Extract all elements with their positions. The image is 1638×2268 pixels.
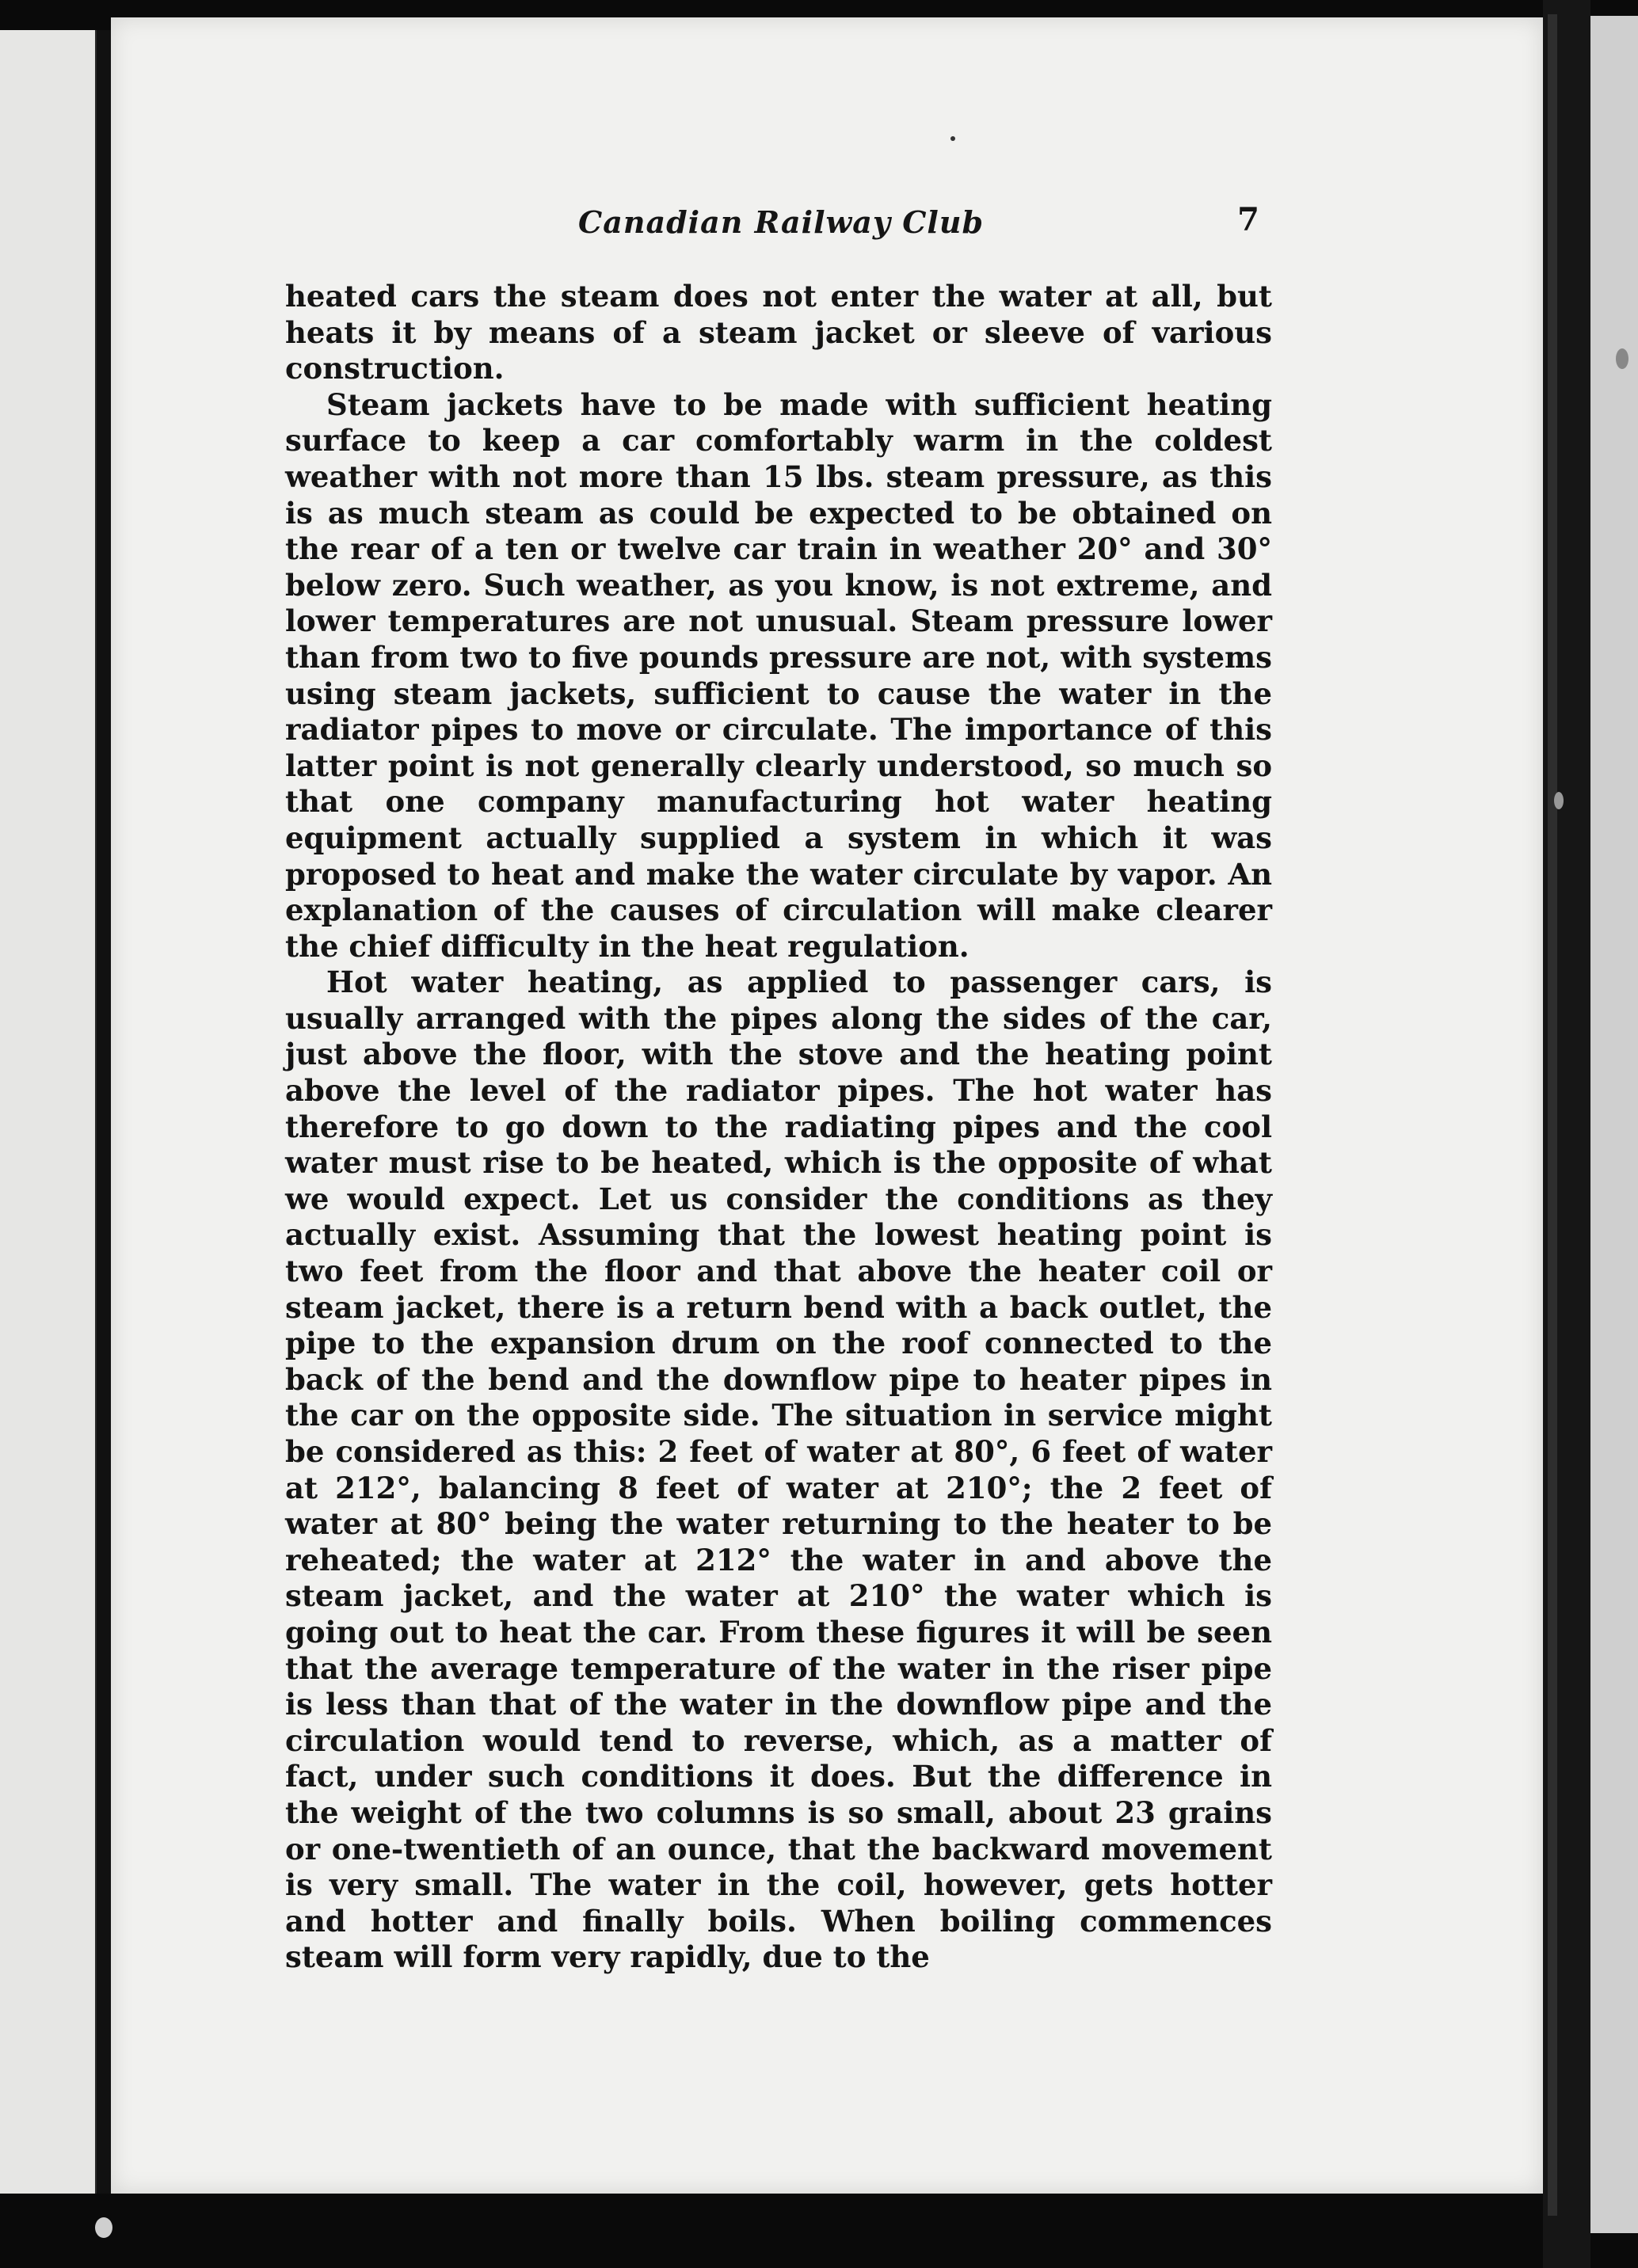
paragraph: heated cars the steam does not enter the water at all, but heats it by means of a steam jacket or sleeve of various construction. <box>285 279 1272 386</box>
scan-margin-right <box>1590 16 1638 2233</box>
right-page-border-line <box>1548 14 1557 2216</box>
gutter-shadow <box>97 30 111 2213</box>
paragraph: Steam jackets have to be made with sufficient heating surface to keep a car comfortably warm in the coldest weather with not more than 15 lbs. steam pressure, as this is as much steam as could be expected to be obtained on the rear of a ten or twelve car train in weather 20° and 30° below zero. Such weather, as you know, is not extreme, and lower temperatures are not unusual. Steam pressure lower than from two to five pounds pressure are not, with systems using steam jackets, sufficient to cause the water in the radiator pipes to move or circulate. The importance of this latter point is not generally clearly understood, so much so that one company manufacturing hot water heating equipment actually supplied a system in which it was proposed to heat and make the water circulate by vapor. An explanation of the causes of circulation will make clearer the chief difficulty in the heat regulation. <box>285 386 1272 964</box>
dust-speck <box>95 2217 112 2238</box>
running-title: Canadian Railway Club <box>578 204 985 240</box>
facing-page-edge <box>0 30 100 2213</box>
page-header <box>578 201 1259 252</box>
scan-margin-bottom <box>0 2194 1543 2268</box>
page-number: 7 <box>1237 201 1259 238</box>
dust-speck <box>1616 348 1628 369</box>
body-text <box>285 279 1272 1976</box>
paragraph: Hot water heating, as applied to passenger cars, is usually arranged with the pipes along the sides of the car, just above the floor, with the stove and the heating point above the level of the radiator pipes. The hot water has therefore to go down to the radiating pipes and the cool water must rise to be heated, which is the opposite of what we would expect. Let us consider the conditions as they actually exist. Assuming that the lowest heating point is two feet from the floor and that above the heater coil or steam jacket, there is a return bend with a back outlet, the pipe to the expansion drum on the roof connected to the back of the bend and the downflow pipe to heater pipes in the car on the opposite side. The situation in service might be considered as this: 2 feet of water at 80°, 6 feet of water at 212°, balancing 8 feet of water at 210°; the 2 feet of water at 80° being the water returning to the heater to be reheated; the water at 212° the water in and above the steam jacket, and the water at 210° the water which is going out to heat the car. From these figures it will be seen that the average temperature of the water in the riser pipe is less than that of the water in the downflow pipe and the circulation would tend to reverse, which, as a matter of fact, under such conditions it does. But the difference in the weight of the two columns is so small, about 23 grains or one-twentieth of an ounce, that the backward movement is very small. The water in the coil, however, gets hotter and hotter and finally boils. When boiling commences steam will form very rapidly, due to the <box>285 965 1272 1975</box>
dust-speck <box>950 136 955 141</box>
dust-speck <box>1554 792 1564 809</box>
